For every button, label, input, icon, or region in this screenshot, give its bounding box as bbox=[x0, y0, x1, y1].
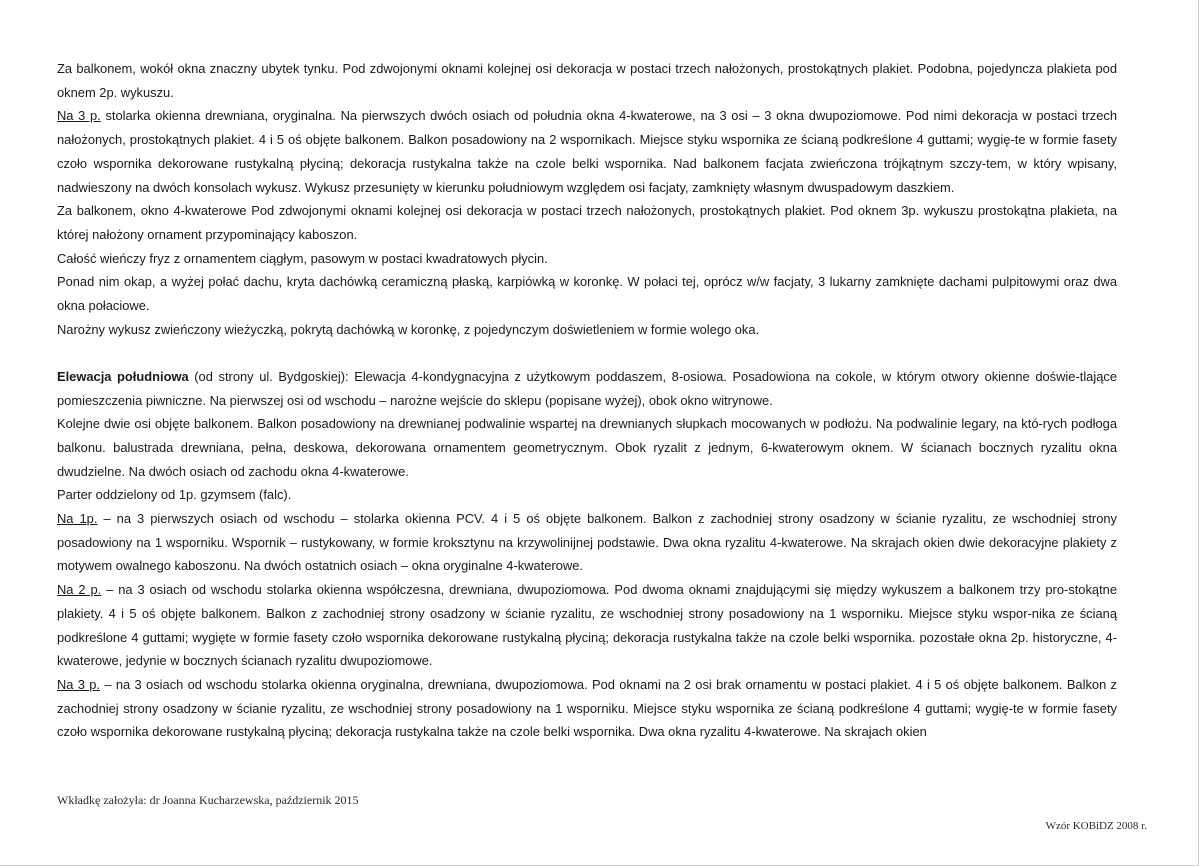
south-elevation-paragraph bbox=[57, 365, 1117, 412]
template-note: Wzór KOBiDZ 2008 r. bbox=[1045, 820, 1147, 832]
paragraph bbox=[57, 270, 1117, 317]
paragraph bbox=[57, 104, 1117, 199]
paragraph-text: Całość wieńczy fryz z ornamentem ciągłym, pasowym w postaci kwadratowych płycin. bbox=[57, 250, 548, 266]
section-spacer bbox=[57, 341, 1117, 364]
paragraph bbox=[57, 412, 1117, 483]
paragraph bbox=[57, 318, 1117, 342]
paragraph-text: stolarka okienna drewniana, oryginalna. Na pierwszych dwóch osiach od południa okna 4-kwaterowe, na 3 osi – 3 okna dwupoziomowe. Pod nimi dekoracja w postaci trzech nałożonych, prostokątnych plakiet. 4 i 5 oś objęte balkonem. Balkon posadowiony na 2 wspornikach. Miejsce styku wspornika ze ścianą podkreślone 4 guttami; wygię-te w formie fasety czoło wspornika dekorowane rustykalną płyciną; dekoracja rustykalna także na czole belki wspornika. Nad balkonem facjata zwieńczona trójkątnym szczy-tem, w który wpisany, nadwieszony na dwóch konsolach wykusz. Wykusz przesunięty w kierunku południowym względem osi facjaty, zamknięty własnym dwuspadowym daszkiem. bbox=[57, 108, 1118, 195]
paragraph-text: (od strony ul. Bydgoskiej): Elewacja 4-kondygnacyjna z użytkowym poddaszem, 8-osiowa. Posadowiona na cokole, w którym otwory okienne doświe-tlające pomieszczenia piwniczne. Na pierwszej osi od wschodu – narożne wejście do sklepu (popisane wyżej), obok okno witrynowe. bbox=[57, 368, 1117, 408]
paragraph bbox=[57, 57, 1117, 104]
paragraph-text: Narożny wykusz zwieńczony wieżyczką, pokrytą dachówką w koronkę, z pojedynczym doświetleniem w formie wolego oka. bbox=[57, 321, 760, 337]
paragraph bbox=[57, 507, 1117, 578]
paragraph-lead: Na 2 p. bbox=[57, 582, 102, 598]
document-body bbox=[57, 57, 1117, 744]
paragraph bbox=[57, 483, 1117, 507]
paragraph bbox=[57, 578, 1117, 673]
paragraph bbox=[57, 673, 1117, 744]
paragraph-lead: Na 1p. bbox=[57, 511, 98, 527]
paragraph-text: Kolejne dwie osi objęte balkonem. Balkon posadowiony na drewnianej podwalinie wspartej na drewnianych słupkach mocowanych w podłożu. Na podwalinie legary, na któ-rych podłoga balkonu. balustrada drewniana, pełna, deskowa, dekorowana ornamentem geometrycznym. Obok ryzalit z jednym, 6-kwaterowym oknem. W ścianach bocznych ryzalitu okna dwudzielne. Na dwóch osiach od zachodu okna 4-kwaterowe. bbox=[57, 416, 1117, 479]
paragraph-text: – na 3 osiach od wschodu stolarka okienna współczesna, drewniana, dwupoziomowa. Pod dwoma oknami znajdującymi się między wykuszem a balkonem trzy pro-stokątne plakiety. 4 i 5 oś objęte balkonem. Balkon z zachodniej strony osadzony w ścianie ryzalitu, ze wschodniej strony posadowiony na 1 wsporniku. Miejsce styku wspor-nika ze ścianą podkreślone 4 guttami; wygięte w formie fasety czoło wspornika dekorowane rustykalną płyciną; dekoracja rustykalna także na czole belki wspornika. pozostałe okna 2p. historyczne, 4-kwaterowe, jedynie w bocznych ścianach ryzalitu dwupoziomowe. bbox=[57, 582, 1118, 669]
section-heading: Elewacja południowa bbox=[57, 368, 189, 384]
paragraph-text: Ponad nim okap, a wyżej połać dachu, kryta dachówką ceramiczną płaską, karpiówką w koronkę. W połaci tej, oprócz w/w facjaty, 3 lukarny zamknięte dachami pulpitowymi oraz dwa okna połaciowe. bbox=[57, 274, 1117, 314]
paragraph-text: Za balkonem, wokół okna znaczny ubytek tynku. Pod zdwojonymi oknami kolejnej osi dekoracja w postaci trzech nałożonych, prostokątnych plakiet. Podobna, pojedyncza plakieta pod oknem 2p. wykuszu. bbox=[57, 61, 1117, 100]
paragraph bbox=[57, 247, 1117, 271]
paragraph-text: – na 3 osiach od wschodu stolarka okienna oryginalna, drewniana, dwupoziomowa. Pod oknami na 2 osi brak ornamentu w postaci plakiet. 4 i 5 oś objęte balkonem. Balkon z zachodniej strony osadzony w ścianie ryzalitu, ze wschodniej strony posadowiony na 1 wsporniku. Miejsce styku wspornika ze ścianą podkreślone 4 guttami; wygię-te w formie fasety czoło wspornika dekorowane rustykalną płyciną; dekoracja rustykalna także na czole belki wspornika. Dwa okna ryzalitu 4-kwaterowe. Na skrajach okien bbox=[57, 676, 1118, 740]
author-note: Wkładkę założyła: dr Joanna Kucharzewska, październik 2015 bbox=[57, 793, 359, 807]
paragraph bbox=[57, 199, 1117, 246]
paragraph-text: Za balkonem, okno 4-kwaterowe Pod zdwojonymi oknami kolejnej osi dekoracja w postaci trzech nałożonych, prostokątnych plakiet. Pod oknem 3p. wykuszu prostokątna plakieta, na której nałożony ornament przypominający kaboszon. bbox=[57, 203, 1117, 242]
paragraph-lead: Na 3 p. bbox=[57, 108, 101, 124]
paragraph-text: – na 3 pierwszych osiach od wschodu – stolarka okienna PCV. 4 i 5 oś objęte balkonem. Balkon z zachodniej strony osadzony w ścianie ryzalitu, ze wschodniej strony posadowiony na 1 wsporniku. Wspornik – rustykowany, w formie kroksztynu na krzywolinijnej podstawie. Dwa okna ryzalitu 4-kwaterowe. Na skrajach okien dwie dekoracyjne plakiety z motywem owalnego kaboszonu. Na dwóch ostatnich osiach – okna oryginalne 4-kwaterowe. bbox=[57, 511, 1117, 574]
paragraph-text: Parter oddzielony od 1p. gzymsem (falc). bbox=[57, 487, 292, 503]
paragraph-lead: Na 3 p. bbox=[57, 676, 101, 692]
